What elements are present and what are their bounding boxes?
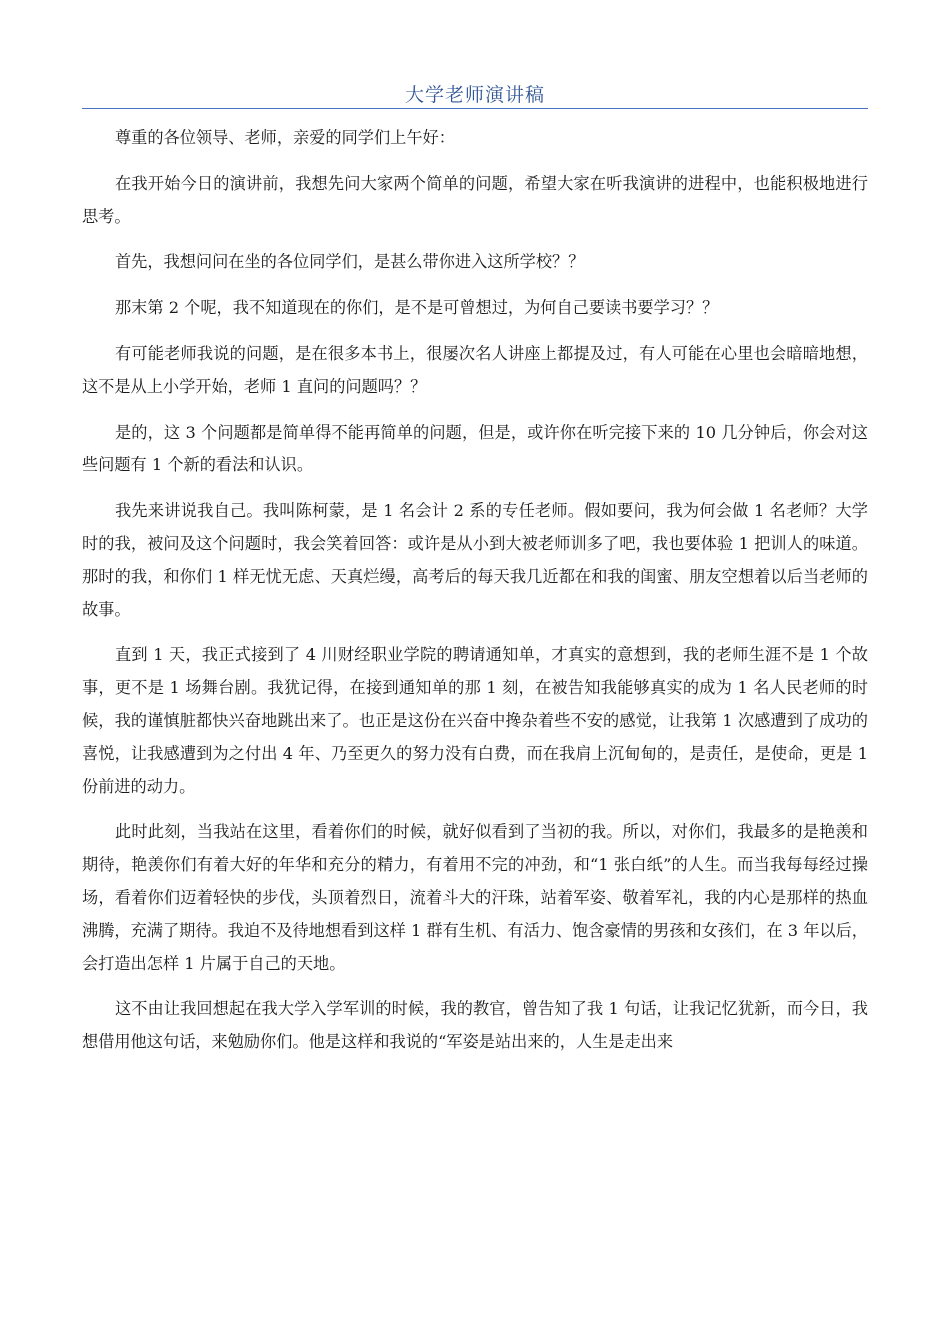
paragraph-question-1: 首先，我想问问在坐的各位同学们，是甚么带你进入这所学校？？ [115, 252, 585, 272]
paragraph-new-view: 是的，这 3 个问题都是简单得不能再简单的问题，但是，或许你在听完接下来的 10 几分钟后，你会对这些问题有 1 个新的看法和认识。 [82, 422, 868, 475]
paragraph-self-intro: 我先来讲说我自己。我叫陈柯蒙，是 1 名会计 2 系的专任老师。假如要问，我为何会做 1 名老师？大学时的我，被问及这个问题时，我会笑着回答：或许是从小到大被老师训多了吧，我也要体验 1 把训人的味道。那时的我，和你们 1 样无忧无虑、天真烂缦，高考后的每天我几近都在和我的闺蜜、朋友空想着以后当老师的故事。 [82, 501, 868, 619]
paragraph-question-2: 那末第 2 个呢，我不知道现在的你们，是不是可曾想过，为何自己要读书要学习？？ [115, 298, 719, 318]
title-underline-divider [82, 108, 868, 109]
paragraph-intro-questions: 在我开始今日的演讲前，我想先问大家两个简单的问题，希望大家在听我演讲的进程中，也能积极地进行思考。 [82, 173, 868, 226]
document-body [82, 122, 868, 1072]
paragraph-hiring-notice: 直到 1 天，我正式接到了 4 川财经职业学院的聘请通知单，才真实的意想到，我的老师生涯不是 1 个故事，更不是 1 场舞台剧。我犹记得，在接到通知单的那 1 刻，在被告知我能够真实的成为 1 名人民老师的时候，我的谨慎脏都快兴奋地跳出来了。也正是这份在兴奋中搀杂着些不安的感觉，让我第 1 次感遭到了成功的喜悦，让我感遭到为之付出 4 年、乃至更久的努力没有白费，而在我肩上沉甸甸的，是责任，是使命，更是 1 份前进的动力。 [82, 645, 868, 796]
paragraph-expectations: 此时此刻，当我站在这里，看着你们的时候，就好似看到了当初的我。所以，对你们，我最多的是艳羡和期待，艳羡你们有着大好的年华和充分的精力，有着用不完的冲劲，和“1 张白纸”的人生。而当我每每经过操场，看着你们迈着轻快的步伐，头顶着烈日，流着斗大的汗珠，站着军姿、敬着军礼，我的内心是那样的热血沸腾，充满了期待。我迫不及待地想看到这样 1 群有生机、有活力、饱含豪情的男孩和女孩们，在 3 年以后，会打造出怎样 1 片属于自己的天地。 [82, 822, 868, 973]
paragraph-greeting: 尊重的各位领导、老师，亲爱的同学们上午好： [115, 128, 455, 147]
paragraph-military-training: 这不由让我回想起在我大学入学军训的时候，我的教官，曾告知了我 1 句话，让我记忆犹新，而今日，我想借用他这句话，来勉励你们。他是这样和我说的“军姿是站出来的，人生是走出来 [82, 999, 868, 1052]
document-title: 大学老师演讲稿 [404, 84, 545, 106]
paragraph-question-3: 有可能老师我说的问题，是在很多本书上，很屡次名人讲座上都提及过，有人可能在心里也会暗暗地想，这不是从上小学开始，老师 1 直问的问题吗？？ [82, 343, 868, 396]
